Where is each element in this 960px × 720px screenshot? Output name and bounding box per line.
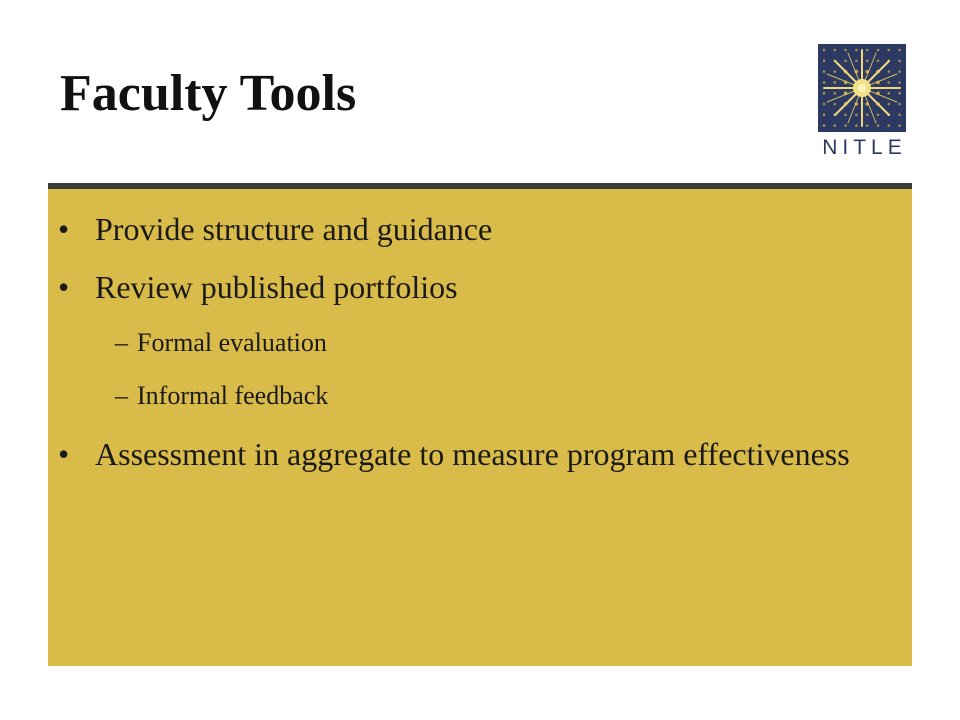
bullet-marker: •: [58, 211, 70, 247]
bullet-text: Assessment in aggregate to measure program effectiveness: [95, 436, 850, 472]
sub-bullet-text: Informal feedback: [137, 381, 329, 410]
nitle-logo: [814, 44, 910, 162]
bullet-text: Provide structure and guidance: [95, 211, 493, 247]
sub-bullet-marker: –: [115, 328, 128, 357]
bullet-text: Review published portfolios: [95, 269, 458, 305]
sub-bullet-text: Formal evaluation: [137, 328, 327, 357]
bullet-marker: •: [58, 269, 70, 305]
nitle-starburst-icon: [818, 44, 906, 132]
bullet-marker: •: [58, 436, 70, 472]
slide-title: Faculty Tools: [60, 65, 357, 122]
nitle-logo-text: NITLE: [822, 136, 907, 159]
sub-bullet-marker: –: [115, 381, 128, 410]
content-panel: [48, 189, 912, 666]
